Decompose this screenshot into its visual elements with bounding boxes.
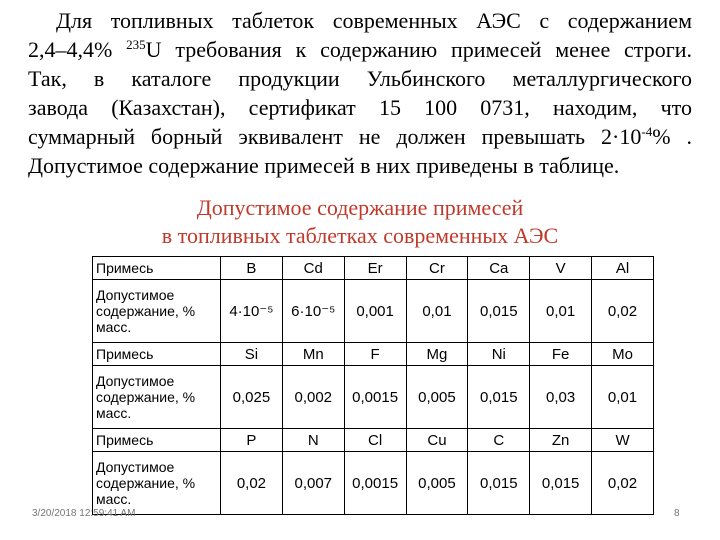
- value-row: [93, 280, 654, 343]
- value-cell: 0,015: [468, 452, 530, 515]
- paragraph-text: 2,4–4,4%: [28, 37, 127, 62]
- value-cell: 4·10⁻⁵: [221, 280, 283, 343]
- element-cell: C: [468, 429, 530, 452]
- value-cell: 0,01: [530, 280, 592, 343]
- value-cell: 0,025: [221, 366, 283, 429]
- isotope-mass-number: 235: [126, 37, 146, 52]
- table-caption-line-1: Допустимое содержание примесей: [196, 195, 524, 220]
- value-cell: 0,015: [468, 280, 530, 343]
- value-cell: 0,015: [468, 366, 530, 429]
- element-cell: Si: [221, 343, 283, 366]
- element-cell: Cl: [344, 429, 406, 452]
- row-label: Допустимое содержание, % масс.: [93, 452, 221, 515]
- paragraph-line: Допустимое содержание примесей в них приведены в таблице.: [28, 153, 620, 178]
- element-cell: Fe: [530, 343, 592, 366]
- row-label: Допустимое содержание, % масс.: [93, 366, 221, 429]
- paragraph-line: завода (Казахстан), сертификат 15 100 0731, находим, что: [28, 95, 692, 120]
- element-cell: Mo: [592, 343, 654, 366]
- body-paragraph: [28, 6, 692, 180]
- element-cell: Er: [344, 257, 406, 280]
- value-cell: 0,0015: [344, 366, 406, 429]
- footer-date: 3/20/2018 12:59:41 AM: [32, 508, 136, 519]
- element-row: [93, 429, 654, 452]
- paragraph-text: суммарный борный эквивалент не должен превышать 2·10: [28, 124, 642, 149]
- value-cell: 0,02: [592, 452, 654, 515]
- element-cell: Mg: [406, 343, 468, 366]
- element-cell: Al: [592, 257, 654, 280]
- element-cell: P: [221, 429, 283, 452]
- exponent: -4: [641, 124, 653, 139]
- paragraph-text: % .: [652, 124, 692, 149]
- element-cell: F: [344, 343, 406, 366]
- value-cell: 0,02: [221, 452, 283, 515]
- element-cell: Ca: [468, 257, 530, 280]
- table-caption-line-2: в топливных таблетках современных АЭС: [161, 223, 559, 248]
- element-row: [93, 343, 654, 366]
- element-cell: B: [221, 257, 283, 280]
- value-cell: 0,007: [282, 452, 344, 515]
- row-label: Примесь: [93, 343, 221, 366]
- row-label: Примесь: [93, 429, 221, 452]
- paragraph-line: [28, 122, 692, 151]
- value-cell: 0,005: [406, 452, 468, 515]
- value-cell: 0,015: [530, 452, 592, 515]
- paragraph-line: [28, 35, 692, 64]
- value-row: [93, 366, 654, 429]
- element-cell: Ni: [468, 343, 530, 366]
- value-cell: 0,03: [530, 366, 592, 429]
- value-cell: 0,005: [406, 366, 468, 429]
- row-label: Допустимое содержание, % масс.: [93, 280, 221, 343]
- value-cell: 0,002: [282, 366, 344, 429]
- element-cell: V: [530, 257, 592, 280]
- element-cell: Zn: [530, 429, 592, 452]
- element-cell: N: [282, 429, 344, 452]
- row-label: Примесь: [93, 257, 221, 280]
- paragraph-line: Для топливных таблеток современных АЭС с содержанием: [56, 8, 692, 33]
- element-cell: Cu: [406, 429, 468, 452]
- impurity-table: [92, 256, 654, 515]
- value-cell: 0,01: [592, 366, 654, 429]
- element-cell: W: [592, 429, 654, 452]
- element-cell: Cd: [282, 257, 344, 280]
- page-number: 8: [674, 508, 680, 519]
- value-cell: 0,01: [406, 280, 468, 343]
- value-cell: 0,0015: [344, 452, 406, 515]
- paragraph-text: U требования к содержанию примесей менее строги.: [145, 37, 692, 62]
- element-cell: Cr: [406, 257, 468, 280]
- element-cell: Mn: [282, 343, 344, 366]
- value-cell: 6·10⁻⁵: [282, 280, 344, 343]
- value-cell: 0,02: [592, 280, 654, 343]
- value-row: [93, 452, 654, 515]
- element-row: [93, 257, 654, 280]
- paragraph-line: Так, в каталоге продукции Ульбинского металлургического: [28, 66, 692, 91]
- value-cell: 0,001: [344, 280, 406, 343]
